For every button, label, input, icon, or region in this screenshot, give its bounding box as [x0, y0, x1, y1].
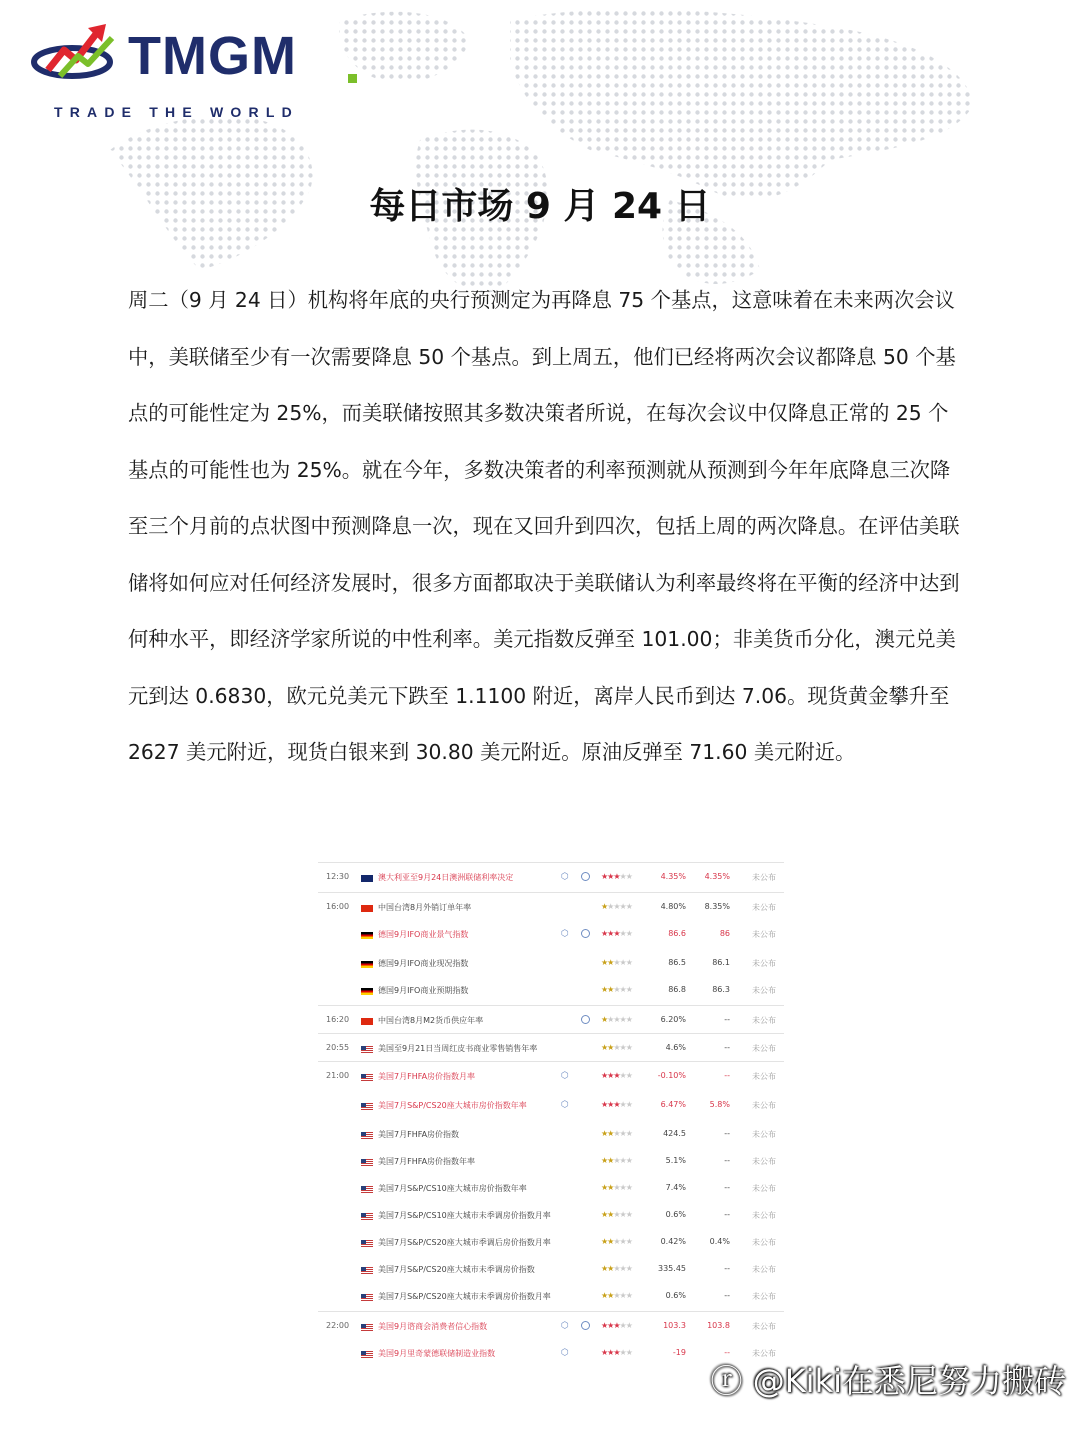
- flag-us-icon: [361, 1074, 373, 1081]
- forecast-value: 86: [719, 929, 730, 938]
- calendar-event-name: 德国9月IFO商业预期指数: [378, 986, 469, 995]
- actual-value: 未公布: [752, 1349, 776, 1358]
- calendar-event-name: 美国7月S&P/CS20座大城市房价指数年率: [378, 1101, 527, 1110]
- actual-value: 未公布: [752, 1238, 776, 1247]
- forecast-value: --: [724, 1183, 730, 1192]
- cube-icon: ⬡: [561, 1071, 569, 1081]
- calendar-event-name: 中国台湾8月外销订单年率: [378, 903, 472, 912]
- forecast-value: 8.35%: [704, 902, 730, 911]
- previous-value: 4.80%: [660, 902, 686, 911]
- cube-icon: ⬡: [561, 872, 569, 882]
- forecast-value: --: [724, 1348, 730, 1357]
- logo-wordmark: TMGM: [128, 26, 297, 86]
- previous-value: 7.4%: [665, 1183, 686, 1192]
- economic-calendar: [318, 858, 784, 1370]
- previous-value: 0.6%: [665, 1291, 686, 1300]
- importance-stars: ★★★★★: [601, 1183, 632, 1192]
- calendar-time: 20:55: [326, 1043, 350, 1052]
- calendar-row: [318, 1282, 784, 1308]
- logo-dot: [348, 74, 357, 83]
- calendar-row: [318, 1255, 784, 1281]
- flag-us-icon: [361, 1351, 373, 1358]
- previous-value: -19: [672, 1348, 686, 1357]
- importance-stars: ★★★★★: [601, 958, 632, 967]
- calendar-event-name: 澳大利亚至9月24日澳洲联储利率决定: [378, 873, 514, 882]
- actual-value: 未公布: [752, 1157, 776, 1166]
- importance-stars: ★★★★★: [601, 1210, 632, 1219]
- previous-value: 4.6%: [665, 1043, 686, 1052]
- flag-us-icon: [361, 1213, 373, 1220]
- previous-value: 86.8: [668, 985, 686, 994]
- flag-cn-icon: [361, 905, 373, 912]
- previous-value: 86.6: [668, 929, 686, 938]
- calendar-event-name: 美国7月FHFA房价指数: [378, 1130, 460, 1139]
- previous-value: 6.47%: [660, 1100, 686, 1109]
- actual-value: 未公布: [752, 1044, 776, 1053]
- actual-value: 未公布: [752, 1265, 776, 1274]
- importance-stars: ★★★★★: [601, 902, 632, 911]
- importance-stars: ★★★★★: [601, 1015, 632, 1024]
- actual-value: 未公布: [752, 1322, 776, 1331]
- forecast-value: --: [724, 1156, 730, 1165]
- flag-de-icon: [361, 932, 373, 939]
- importance-stars: ★★★★★: [601, 1156, 632, 1165]
- flag-us-icon: [361, 1159, 373, 1166]
- flag-us-icon: [361, 1186, 373, 1193]
- actual-value: 未公布: [752, 1292, 776, 1301]
- calendar-event-name: 德国9月IFO商业景气指数: [378, 930, 469, 939]
- previous-value: 5.1%: [665, 1156, 686, 1165]
- actual-value: 未公布: [752, 986, 776, 995]
- flag-us-icon: [361, 1132, 373, 1139]
- flag-de-icon: [361, 961, 373, 968]
- actual-value: 未公布: [752, 959, 776, 968]
- calendar-row: [318, 1174, 784, 1200]
- calendar-row: [318, 1311, 784, 1338]
- flag-us-icon: [361, 1103, 373, 1110]
- calendar-event-name: 美国7月S&P/CS10座大城市房价指数年率: [378, 1184, 527, 1193]
- calendar-time: 16:00: [326, 902, 350, 911]
- page-title: 每日市场 9 月 24 日: [369, 186, 711, 227]
- calendar-time: 22:00: [326, 1321, 350, 1330]
- calendar-event-name: 美国7月S&P/CS20座大城市未季调房价指数月率: [378, 1292, 551, 1301]
- previous-value: 86.5: [668, 958, 686, 967]
- calendar-event-name: 美国7月S&P/CS20座大城市未季调房价指数: [378, 1265, 535, 1274]
- flag-us-icon: [361, 1324, 373, 1331]
- importance-stars: ★★★★★: [601, 985, 632, 994]
- forecast-value: 0.4%: [709, 1237, 730, 1246]
- info-icon: [581, 929, 590, 940]
- calendar-row: [318, 892, 784, 919]
- cube-icon: ⬡: [561, 1100, 569, 1110]
- actual-value: 未公布: [752, 903, 776, 912]
- previous-value: -0.10%: [657, 1071, 686, 1080]
- actual-value: 未公布: [752, 930, 776, 939]
- flag-us-icon: [361, 1046, 373, 1053]
- forecast-value: --: [724, 1015, 730, 1024]
- flag-us-icon: [361, 1294, 373, 1301]
- calendar-event-name: 中国台湾8月M2货币供应年率: [378, 1016, 484, 1025]
- info-icon: [581, 872, 590, 883]
- calendar-row: [318, 1061, 784, 1088]
- importance-stars: ★★★★★: [601, 929, 632, 938]
- flag-de-icon: [361, 988, 373, 995]
- actual-value: 未公布: [752, 1184, 776, 1193]
- calendar-row: [318, 976, 784, 1002]
- forecast-value: --: [724, 1129, 730, 1138]
- flag-au-icon: [361, 875, 373, 882]
- previous-value: 103.3: [663, 1321, 686, 1330]
- importance-stars: ★★★★★: [601, 1237, 632, 1246]
- calendar-event-name: 美国7月FHFA房价指数月率: [378, 1072, 476, 1081]
- importance-stars: ★★★★★: [601, 1100, 632, 1109]
- forecast-value: 5.8%: [709, 1100, 730, 1109]
- importance-stars: ★★★★★: [601, 1129, 632, 1138]
- importance-stars: ★★★★★: [601, 1321, 632, 1330]
- calendar-event-name: 美国至9月21日当周红皮书商业零售销售年率: [378, 1044, 538, 1053]
- author-watermark: [711, 1356, 1067, 1402]
- forecast-value: --: [724, 1291, 730, 1300]
- calendar-row: [318, 949, 784, 975]
- calendar-row: [318, 862, 784, 889]
- calendar-row: [318, 1201, 784, 1227]
- calendar-event-name: 德国9月IFO商业现况指数: [378, 959, 469, 968]
- calendar-row: [318, 1005, 784, 1032]
- calendar-row: [318, 1120, 784, 1146]
- actual-value: 未公布: [752, 1016, 776, 1025]
- flag-us-icon: [361, 1267, 373, 1274]
- info-icon: [581, 1015, 590, 1026]
- flag-us-icon: [361, 1240, 373, 1247]
- importance-stars: ★★★★★: [601, 1071, 632, 1080]
- calendar-time: 16:20: [326, 1015, 350, 1024]
- calendar-row: [318, 1033, 784, 1060]
- actual-value: 未公布: [752, 1211, 776, 1220]
- actual-value: 未公布: [752, 1072, 776, 1081]
- importance-stars: ★★★★★: [601, 1264, 632, 1273]
- forecast-value: --: [724, 1071, 730, 1080]
- previous-value: 424.5: [663, 1129, 686, 1138]
- importance-stars: ★★★★★: [601, 1348, 632, 1357]
- actual-value: 未公布: [752, 1101, 776, 1110]
- actual-value: 未公布: [752, 1130, 776, 1139]
- cube-icon: ⬡: [561, 929, 569, 939]
- calendar-event-name: 美国9月谘商会消费者信心指数: [378, 1322, 488, 1331]
- forecast-value: 86.3: [712, 985, 730, 994]
- previous-value: 6.20%: [660, 1015, 686, 1024]
- logo-arrow-icon: [30, 20, 130, 90]
- watermark-icon: ⓡ: [710, 1362, 743, 1400]
- cube-icon: ⬡: [561, 1348, 569, 1358]
- calendar-event-name: 美国7月S&P/CS20座大城市季调后房价指数月率: [378, 1238, 551, 1247]
- forecast-value: 86.1: [712, 958, 730, 967]
- calendar-row: [318, 1147, 784, 1173]
- importance-stars: ★★★★★: [601, 1043, 632, 1052]
- forecast-value: --: [724, 1210, 730, 1219]
- info-icon: [581, 1321, 590, 1332]
- calendar-time: 21:00: [326, 1071, 350, 1080]
- calendar-time: 12:30: [326, 872, 350, 881]
- calendar-row: [318, 1091, 784, 1117]
- calendar-event-name: 美国7月FHFA房价指数年率: [378, 1157, 476, 1166]
- previous-value: 335.45: [658, 1264, 686, 1273]
- previous-value: 0.42%: [660, 1237, 686, 1246]
- previous-value: 4.35%: [660, 872, 686, 881]
- calendar-row: [318, 1228, 784, 1254]
- calendar-event-name: 美国9月里奇蒙德联储制造业指数: [378, 1349, 496, 1358]
- importance-stars: ★★★★★: [601, 1291, 632, 1300]
- article-body: 周二（9 月 24 日）机构将年底的央行预测定为再降息 75 个基点，这意味着在未来两次会议中，美联储至少有一次需要降息 50 个基点。到上周五，他们已经将两次会议都降息 50 个基点的可能性定为 25%，而美联储按照其多数决策者所说，在每次会议中仅降息正常的 25 个基点的可能性也为 25%。就在今年，多数决策者的利率预测就从预测到今年年底降息三次降至三个月前的点状图中预测降息一次，现在又回升到四次，包括上周的两次降息。在评估美联储将如何应对任何经济发展时，很多方面都取决于美联储认为利率最终将在平衡的经济中达到何种水平，即经济学家所说的中性利率。美元指数反弹至 101.00；非美货币分化，澳元兑美元到达 0.6830，欧元兑美元下跌至 1.1100 附近，离岸人民币到达 7.06。现货黄金攀升至 2627 美元附近，现货白银来到 30.80 美元附近。原油反弹至 71.60 美元附近。: [128, 288, 960, 764]
- forecast-value: --: [724, 1043, 730, 1052]
- tmgm-logo: [30, 20, 330, 120]
- previous-value: 0.6%: [665, 1210, 686, 1219]
- calendar-event-name: 美国7月S&P/CS10座大城市未季调房价指数月率: [378, 1211, 551, 1220]
- forecast-value: 103.8: [707, 1321, 730, 1330]
- importance-stars: ★★★★★: [601, 872, 632, 881]
- forecast-value: --: [724, 1264, 730, 1273]
- cube-icon: ⬡: [561, 1321, 569, 1331]
- logo-tagline: TRADE THE WORLD: [54, 104, 299, 120]
- flag-cn-icon: [361, 1018, 373, 1025]
- forecast-value: 4.35%: [704, 872, 730, 881]
- watermark-text: @Kiki在悉尼努力搬砖: [752, 1362, 1066, 1400]
- actual-value: 未公布: [752, 873, 776, 882]
- calendar-row: [318, 920, 784, 946]
